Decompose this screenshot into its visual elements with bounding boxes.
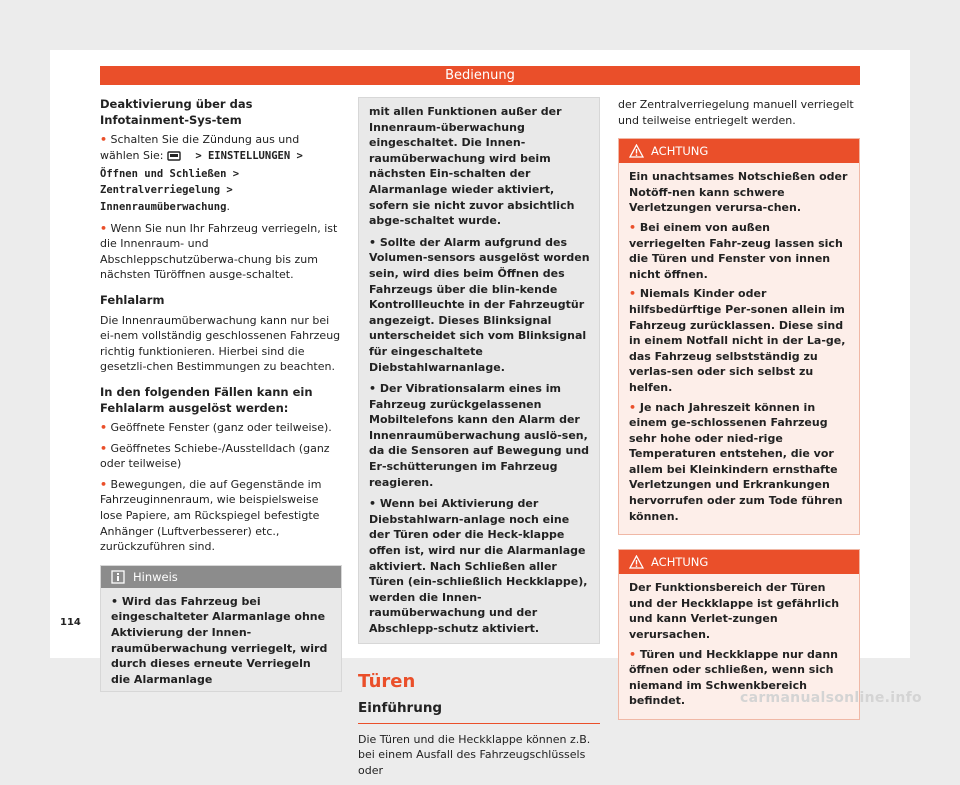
warning-title: ACHTUNG <box>651 144 709 159</box>
warning-bullet-2 <box>629 286 849 395</box>
hint-box <box>100 565 342 693</box>
bullet-dot: • <box>629 287 637 301</box>
hint-bullet-3 <box>369 496 591 636</box>
case-item-3 <box>100 477 342 555</box>
bullet-dot: • <box>629 400 637 414</box>
bullet-dot: • <box>111 594 119 608</box>
bullet-dot: • <box>369 382 377 396</box>
case-text: Geöffnetes Schiebe-/Ausstelldach (ganz oder teilweise) <box>100 441 330 471</box>
section-subtitle: Einführung <box>358 701 600 724</box>
intro-continuation: der Zentralverriegelung manuell verriegelt und teilweise entriegelt werden. <box>618 98 854 127</box>
intro-text: Die Türen und die Heckklappe können z.B. bei einem Ausfall des Fahrzeugschlüssels oder <box>358 732 591 777</box>
section-title: Türen <box>358 670 416 692</box>
page-header <box>100 66 860 85</box>
warning-bullet-1 <box>629 220 849 282</box>
step-text-end: . <box>226 199 230 213</box>
hint-text: Der Vibrationsalarm eines im Fahrzeug zurückgelassenen Mobiltelefons kann den Alarm der Innenraumüberwachung auslö-sen, da die Sensoren auf Bewegung und Er-schütterungen im Fahrzeug reagieren. <box>369 382 590 489</box>
hint-continuation-text: mit allen Funktionen außer der Innenraum-überwachung eingeschaltet. Die Innen-raumüberwachung wird beim nächsten Ein-schalten der Alarmanlage wieder aktiviert, sofern sie nicht zuvor absichtlich abge-schaltet wurde. <box>369 105 575 228</box>
cases-heading: In den folgenden Fällen kann ein Fehlalarm ausgelöst werden: <box>100 384 313 415</box>
hint-body <box>101 588 341 692</box>
column-left <box>100 97 342 692</box>
bullet-dot: • <box>629 647 637 661</box>
warning-bullet-text: Niemals Kinder oder hilfsbedürftige Per-sonen allein im Fahrzeug zurücklassen. Diese sind in einem Notfall nicht in der La-ge, das Fahrzeug selbstständig zu verlas-sen oder sich selbst zu helfen. <box>629 287 846 394</box>
header-title: Bedienung <box>445 68 515 83</box>
hint-bullet-1 <box>369 235 591 375</box>
hint-text: Wird das Fahrzeug bei eingeschalteter Alarmanlage ohne Aktivierung der Innen-raumüberwachung verriegelt, wird durch dieses erneute Verriegeln die Alarmanlage <box>111 594 328 686</box>
warning-bullet-text: Je nach Jahreszeit können in einem ge-schlossenen Fahrzeug sehr hohe oder nied-rige Temperaturen entstehen, die vor allem bei Kleinkindern ernsthafte Verletzungen und Erkrankungen hervorrufen oder zum Tode führen können. <box>629 400 843 523</box>
deactivation-heading: Deaktivierung über das Infotainment-Sys-tem <box>100 97 253 127</box>
bullet-dot: • <box>369 235 377 249</box>
warning-title: ACHTUNG <box>651 555 709 570</box>
warning-bullet-text: Türen und Heckklappe nur dann öffnen oder schließen, wenn sich niemand im Schwenkbereich befindet. <box>629 647 838 708</box>
step-bullet-2 <box>100 221 342 283</box>
warning-text: Ein unachtsames Notschießen oder Notöff-nen kann schwere Verletzungen verursa-chen. <box>629 170 848 215</box>
hint-text: Sollte der Alarm aufgrund des Volumen-sensors ausgelöst worden sein, wird dies beim Öffnen des Fahrzeugs über die blin-kende Kontrollleuchte in der Fahrzeugtür angezeigt. Dieses Blinksignal unterscheidet sich vom Blinksignal für eingeschaltete Diebstahlwarnanlage. <box>369 235 590 374</box>
case-text: Geöffnete Fenster (ganz oder teilweise). <box>110 421 332 435</box>
step-text: Schalten Sie die Zündung aus und wählen Sie: <box>100 133 300 162</box>
fehlalarm-heading: Fehlalarm <box>100 292 165 307</box>
step-bullet-1 <box>100 132 342 215</box>
warning-text: Der Funktionsbereich der Türen und der Heckklappe ist gefährlich und kann Verlet-zungen verursachen. <box>629 581 840 642</box>
watermark: carmanualsonline.info <box>740 690 922 706</box>
warning-body <box>619 163 859 534</box>
warning-bullet-text: Bei einem von außen verriegelten Fahr-zeug lassen sich die Türen und Fenster von innen nicht öffnen. <box>629 220 843 281</box>
hint-header <box>101 566 341 588</box>
warning-icon <box>629 555 645 571</box>
case-item-2 <box>100 441 342 472</box>
warning-box-1 <box>618 138 860 535</box>
info-icon <box>111 570 127 586</box>
bullet-dot: • <box>100 441 108 455</box>
bullet-dot: • <box>100 421 108 435</box>
hint-text: Wenn bei Aktivierung der Diebstahlwarn-anlage noch eine der Türen oder die Heck-klappe offen ist, wird nur die Alarmanlage aktiviert. Nach Schließen aller Türen (ein-schließlich Heckklappe), werden die Innen-raumüberwachung und der Abschlepp-schutz aktiviert. <box>369 497 588 635</box>
page-number: 114 <box>60 617 81 628</box>
case-item-1 <box>100 420 342 436</box>
bullet-dot: • <box>629 220 637 234</box>
bullet-dot: • <box>369 497 377 511</box>
warning-bullet-3 <box>629 400 849 525</box>
case-text: Bewegungen, die auf Gegenstände im Fahrzeuginnenraum, wie beispielsweise lose Papiere, am Rückspiegel befestigte Anhänger (Luftverbesserer) etc., zurückzuführen sind. <box>100 477 322 554</box>
menu-path: > EINSTELLUNGEN > Öffnen und Schließen > Zentralverriegelung > Innenraumüberwachung <box>100 149 303 213</box>
menu-icon <box>167 150 183 166</box>
step-text: Wenn Sie nun Ihr Fahrzeug verriegeln, ist die Innenraum- und Abschleppschutzüberwa-chung bis zum nächsten Türöffnen ausge-schaltet. <box>100 221 338 282</box>
bullet-dot: • <box>100 221 108 235</box>
bullet-dot: • <box>100 133 108 147</box>
hint-title: Hinweis <box>133 569 178 584</box>
warning-header <box>619 139 859 163</box>
warning-icon <box>629 144 645 160</box>
column-middle <box>358 97 600 785</box>
column-right <box>618 97 860 720</box>
hint-continuation-box <box>358 97 600 644</box>
warning-header <box>619 550 859 574</box>
fehlalarm-text: Die Innenraumüberwachung kann nur bei ei-nem vollständig geschlossenen Fahrzeug richtig funktionieren. Hierbei sind die gesetzli-chen Bestimmungen zu beachten. <box>100 313 341 374</box>
hint-bullet-2 <box>369 381 591 490</box>
bullet-dot: • <box>100 477 108 491</box>
